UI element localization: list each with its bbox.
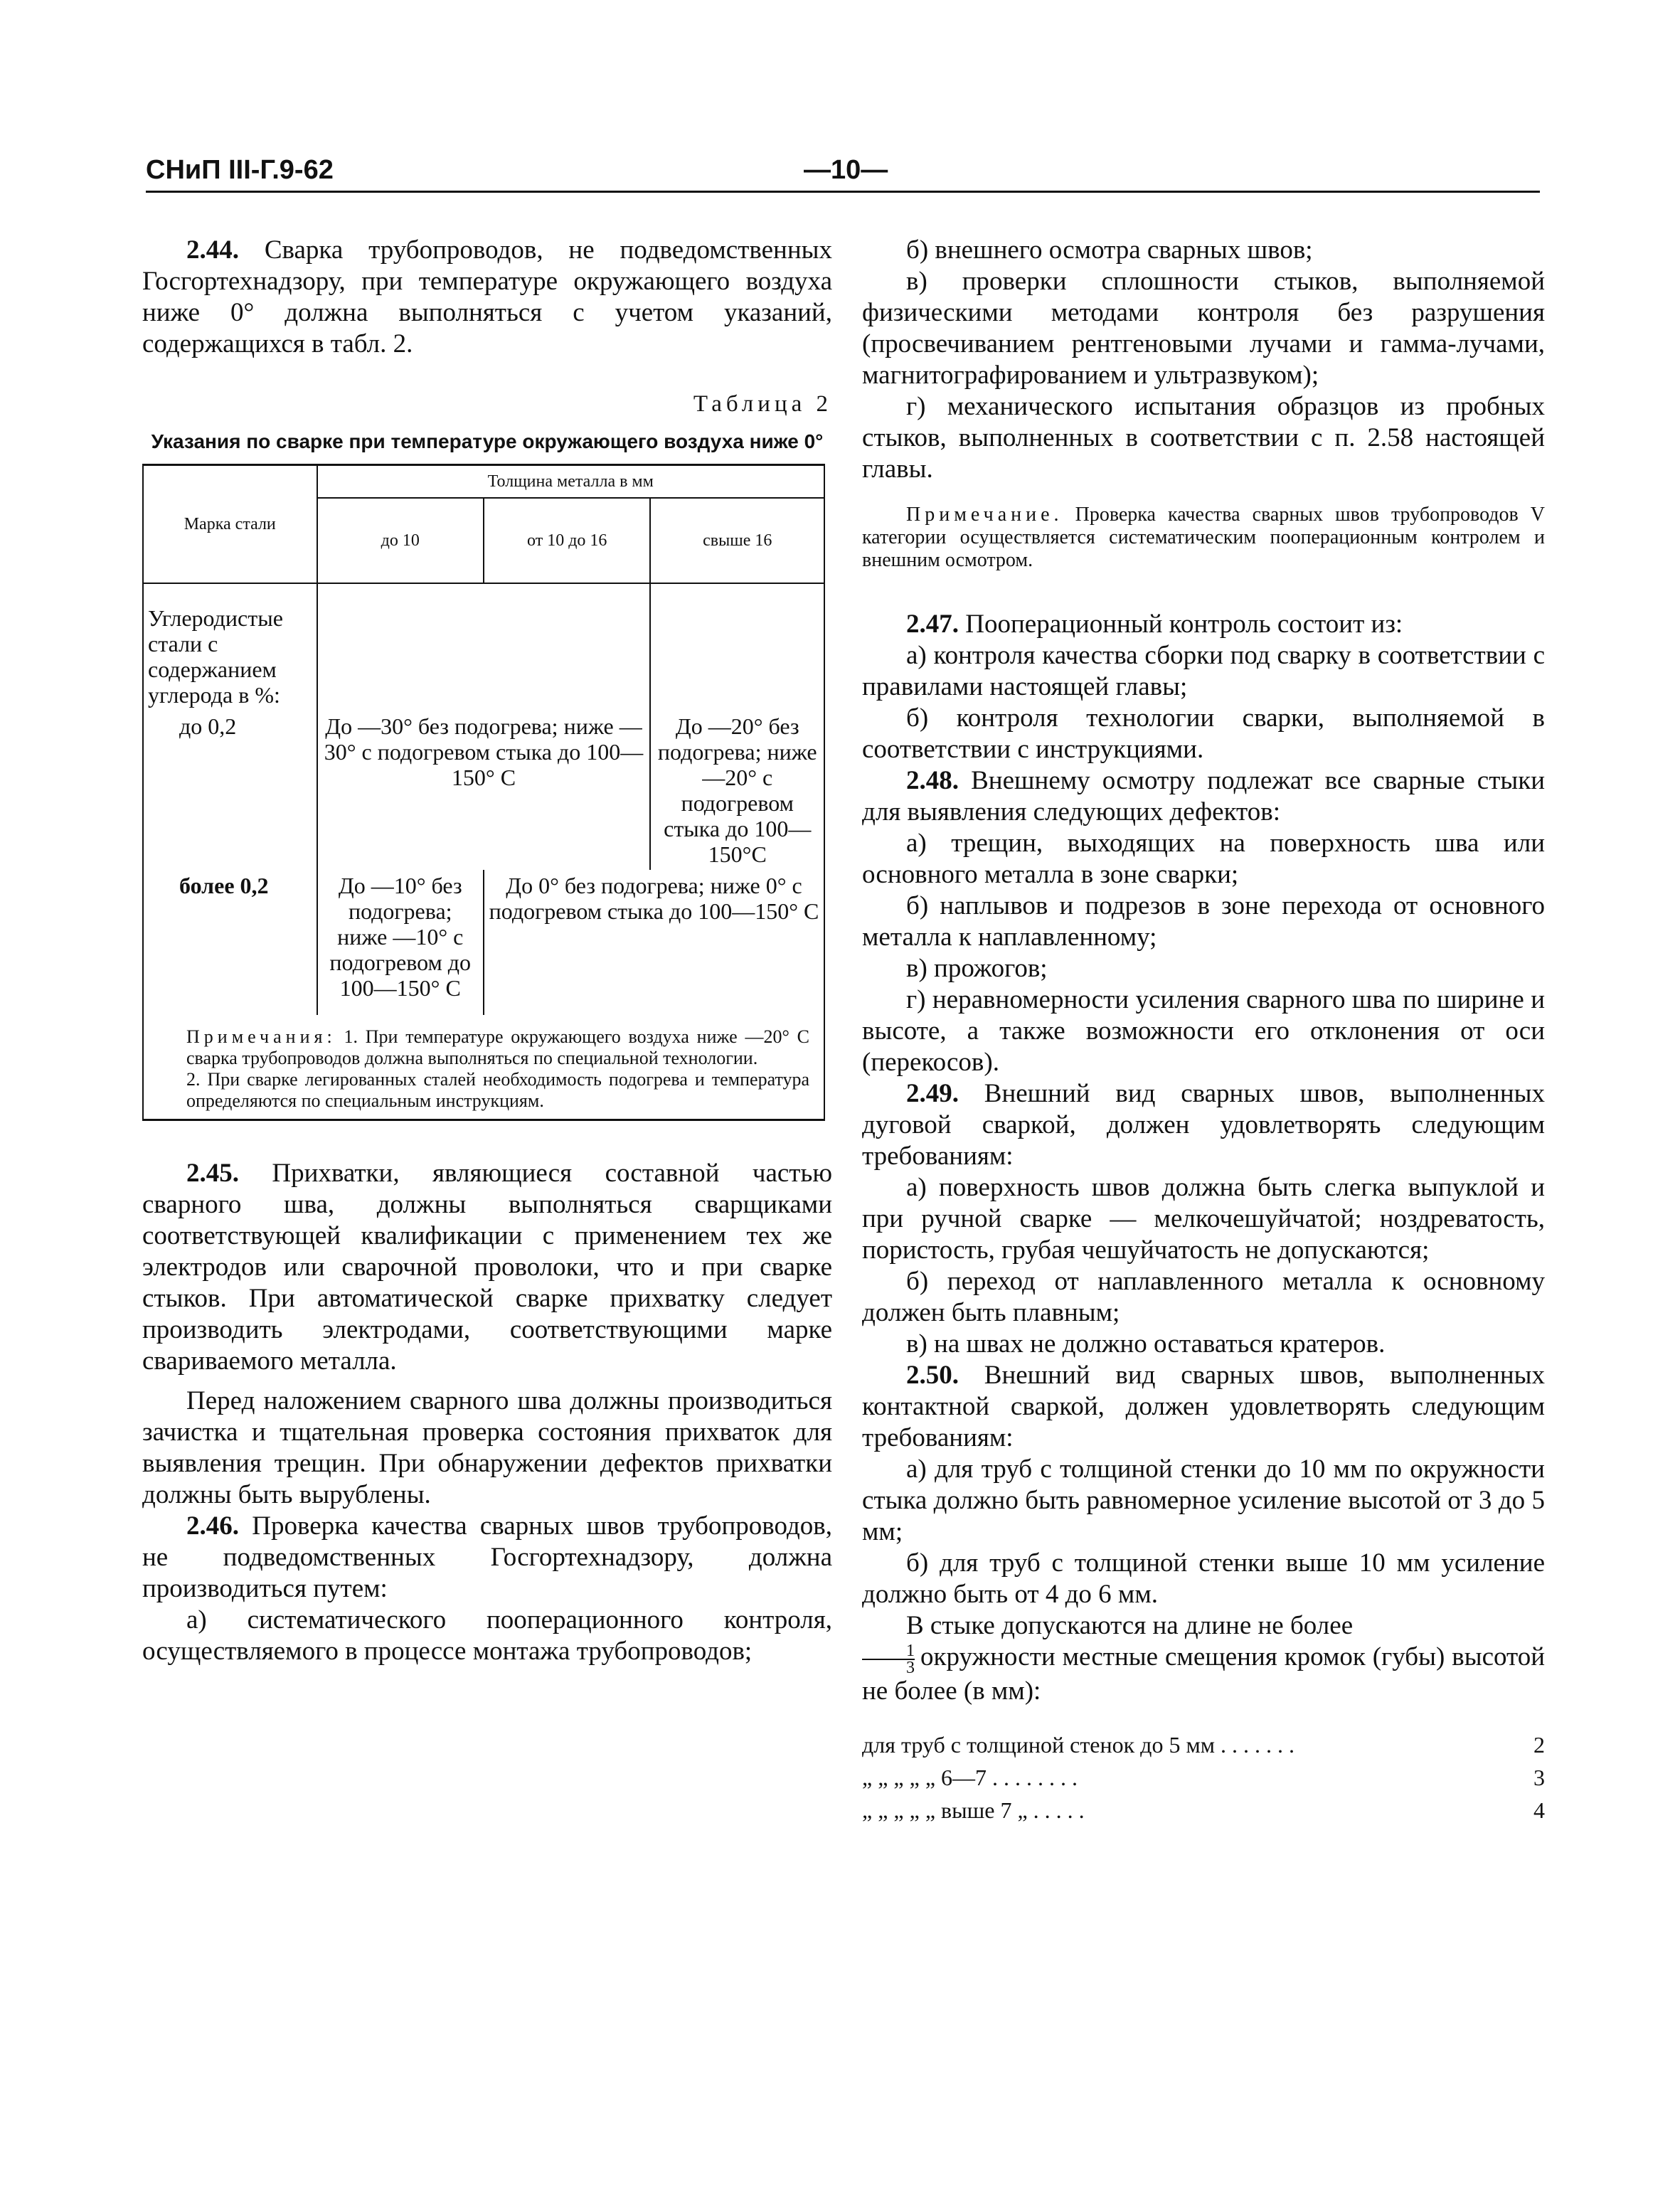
paragraph-2-49-b: б) переход от наплавленного металла к основному должен быть плавным; [862, 1267, 1545, 1327]
header-over-16: свыше 16 [650, 498, 824, 583]
paragraph-2-48-b: б) наплывов и подрезов в зоне перехода от основного металла к наплавленному; [862, 891, 1545, 952]
row-label-upto-0-2: до 0,2 [143, 711, 317, 870]
notes-heading: Примечания: [186, 1026, 336, 1047]
header-thickness: Толщина металла в мм [317, 465, 825, 499]
header-steel-grade: Марка стали [143, 465, 317, 584]
paragraph-text: Проверка качества сварных швов трубопроводов, не подведомственных Госгортехнадзору, должна производиться путем: [142, 1511, 832, 1603]
note-text: Проверка качества сварных швов трубопроводов V категории осуществляется систематическим пооперационным контролем и внешним осмотром. [862, 504, 1545, 571]
paragraph-2-45-cont: Перед наложением сварного шва должны производиться зачистка и тщательная проверка состояния прихваток для выявления трещин. При обнаружении дефектов прихватки должны быть вырублены. [142, 1386, 832, 1509]
table-label: Таблица 2 [693, 391, 832, 417]
table-title: Указания по сварке при температуре окружающего воздуха ниже 0° [151, 430, 824, 452]
row-label-over-0-2: более 0,2 [143, 870, 317, 1015]
paragraph-2-48 [862, 765, 1545, 828]
paragraph-text: Внешний вид сварных швов, выполненных дуговой сваркой, должен удовлетворять следующим требованиям: [862, 1079, 1545, 1171]
paragraph-2-47-a: а) контроля качества сборки под сварку в соответствии с правилами настоящей главы; [862, 641, 1545, 701]
offset-list [862, 1728, 1545, 1827]
paragraph-2-48-g: г) неравномерности усиления сварного шва по ширине и высоте, а также возможности его отклонения от оси (перекосов). [862, 985, 1545, 1077]
paragraph-2-49-v: в) на швах не должно оставаться кратеров. [906, 1329, 1386, 1359]
fraction-denominator: 3 [862, 1659, 915, 1676]
group-label: Углеродистые стали с содержанием углерода в %: [143, 583, 317, 711]
list-item-value: 2 [1533, 1731, 1545, 1758]
paragraph-number: 2.46. [186, 1511, 239, 1541]
fraction-numerator: 1 [906, 1641, 915, 1660]
paragraph-text: Сварка трубопроводов, не подведомственных Госгортехнадзору, при температуре окружающего воздуха ниже 0° должна выполняться с учетом указаний, содержащихся в табл. 2. [142, 235, 832, 358]
paragraph-number: 2.50. [906, 1361, 959, 1390]
note-heading: Примечание. [906, 504, 1063, 526]
list-item-value: 3 [1533, 1764, 1545, 1790]
note-1: 1. При температуре окружающего воздуха ниже —20° С сварка трубопроводов должна выполняться по специальной технологии. [186, 1026, 809, 1068]
cell-row2-over-10: До 0° без подогрева; ниже 0° с подогревом стыка до 100—150° С [484, 870, 824, 1015]
paragraph-2-50-a: а) для труб с толщиной стенки до 10 мм по окружности стыка должно быть равномерное усиление высотой от 3 до 5 мм; [862, 1455, 1545, 1546]
cell-row2-upto-10: До —10° без подогрева; ниже —10° с подогревом до 100—150° С [317, 870, 484, 1015]
paragraph-2-46 [142, 1511, 832, 1605]
cell-row1-upto-16: До —30° без подогрева; ниже —30° с подогревом стыка до 100—150° С [317, 711, 651, 870]
paragraph-2-50-b: б) для труб с толщиной стенки выше 10 мм усиление должно быть от 4 до 6 мм. [862, 1548, 1545, 1609]
paragraph-text: Внешний вид сварных швов, выполненных контактной сваркой, должен удовлетворять следующим требованиям: [862, 1361, 1545, 1452]
right-column [862, 235, 1545, 1827]
document-code: СНиП III-Г.9-62 [146, 155, 334, 185]
list-item-label: для труб с толщиной стенок до 5 мм . . . . . . . [862, 1731, 1294, 1758]
paragraph-2-45 [142, 1158, 832, 1377]
table-notes [143, 1015, 824, 1120]
paragraph-2-48-v: в) прожогов; [906, 954, 1048, 983]
paragraph-2-46-v: в) проверки сплошности стыков, выполняемой физическими методами контроля без разрушения (просвечиванием рентгеновыми лучами и гамма-лучами, магнитографированием и ультразвуком); [862, 267, 1545, 390]
paragraph-2-46-a: а) систематического пооперационного контроля, осуществляемого в процессе монтажа трубопроводов; [142, 1605, 832, 1666]
paragraph-2-50-c [862, 1610, 1545, 1707]
paragraph-2-47 [862, 609, 1545, 640]
paragraph-2-47-b: б) контроля технологии сварки, выполняемой в соответствии с инструкциями. [862, 703, 1545, 764]
paragraph-text-cont: окружности местные смещения кромок (губы) высотой не более (в мм): [862, 1642, 1545, 1706]
paragraph-2-44 [142, 235, 832, 360]
paragraph-2-49 [862, 1078, 1545, 1172]
page-number: —10— [804, 155, 888, 185]
paragraph-number: 2.45. [186, 1159, 239, 1188]
header-rule [146, 191, 1540, 193]
header-upto-10: до 10 [317, 498, 484, 583]
fraction-one-third [862, 1643, 915, 1676]
list-item [862, 1761, 1545, 1794]
list-item-label: „ „ „ „ „ 6—7 . . . . . . . . [862, 1764, 1078, 1790]
note-2-46 [862, 504, 1545, 572]
paragraph-2-46-b: б) внешнего осмотра сварных швов; [906, 235, 1313, 265]
list-item [862, 1728, 1545, 1761]
paragraph-number: 2.48. [906, 766, 959, 795]
paragraph-text: В стыке допускаются на длине не более [906, 1611, 1354, 1640]
paragraph-number: 2.47. [906, 610, 959, 639]
note-2: 2. При сварке легированных сталей необходимость подогрева и температура определяются по специальным инструкциям. [186, 1069, 809, 1111]
paragraph-number: 2.44. [186, 235, 239, 265]
paragraph-2-48-a: а) трещин, выходящих на поверхность шва или основного металла в зоне сварки; [862, 829, 1545, 889]
cell-row1-over-16: До —20° без подогрева; ниже —20° с подогревом стыка до 100—150°С [650, 711, 824, 870]
paragraph-number: 2.49. [906, 1079, 959, 1108]
left-column [142, 235, 832, 1667]
paragraph-text: Внешнему осмотру подлежат все сварные стыки для выявления следующих дефектов: [862, 766, 1545, 826]
list-item [862, 1794, 1545, 1827]
welding-table [142, 464, 825, 1121]
paragraph-2-50 [862, 1360, 1545, 1454]
paragraph-text: Пооперационный контроль состоит из: [959, 610, 1403, 639]
list-item-label: „ „ „ „ „ выше 7 „ . . . . . [862, 1797, 1085, 1823]
paragraph-2-49-a: а) поверхность швов должна быть слегка выпуклой и при ручной сварке — мелкочешуйчатой; ноздреватость, пористость, грубая чешуйчатость не допускаются; [862, 1173, 1545, 1265]
list-item-value: 4 [1533, 1797, 1545, 1823]
paragraph-text: Прихватки, являющиеся составной частью сварного шва, должны выполняться сварщиками соответствующей квалификации с применением тех же электродов или сварочной проволоки, что и при сварке стыков. При автоматической сварке прихватку следует производить электродами, соответствующими марке свариваемого металла. [142, 1159, 832, 1376]
paragraph-2-46-g: г) механического испытания образцов из пробных стыков, выполненных в соответствии с п. 2.58 настоящей главы. [862, 392, 1545, 484]
header-10-to-16: от 10 до 16 [484, 498, 650, 583]
